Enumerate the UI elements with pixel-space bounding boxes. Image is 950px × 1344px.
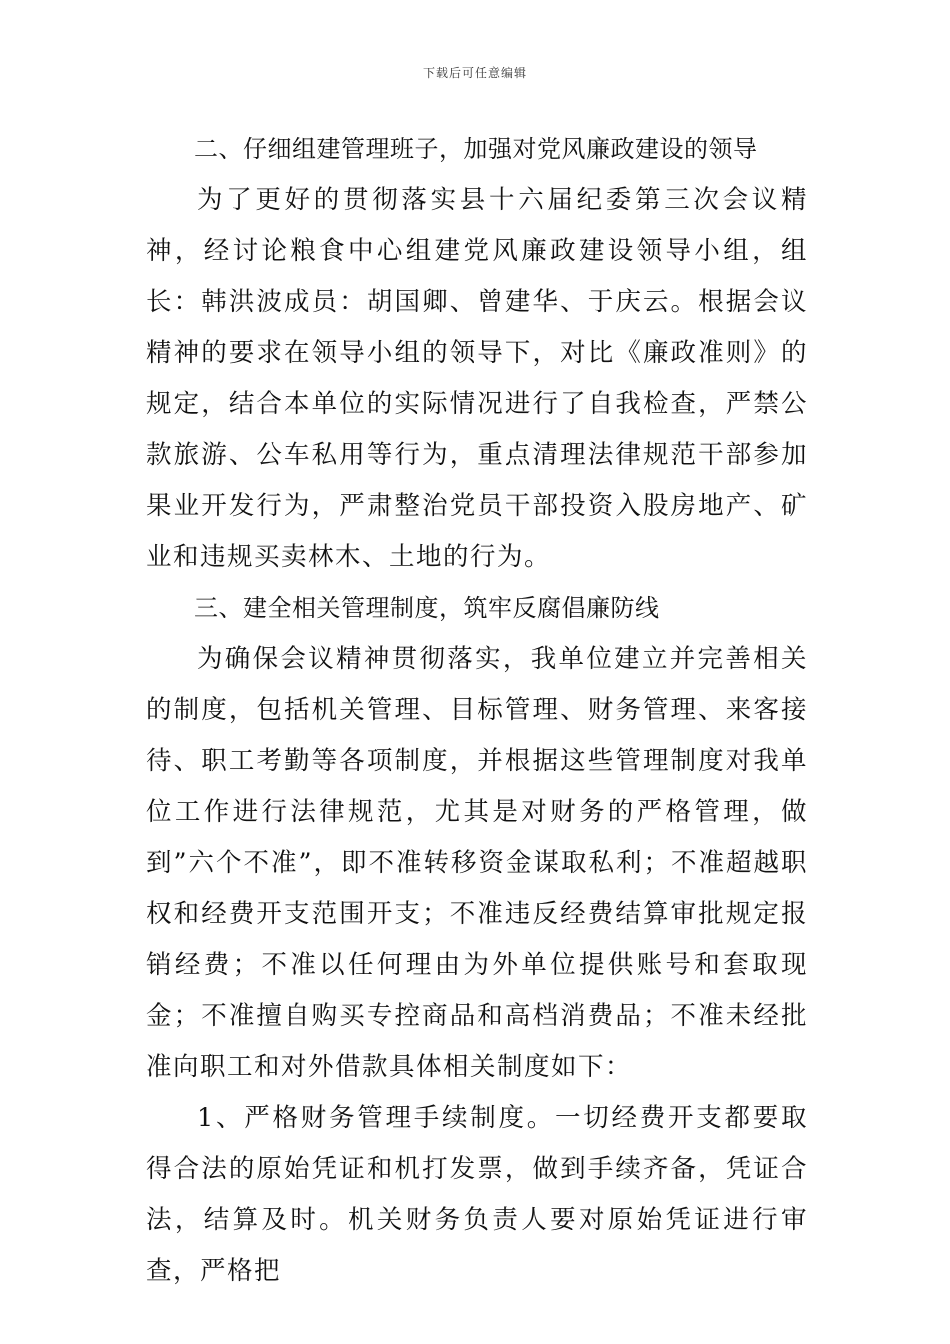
paragraph: 为了更好的贯彻落实县十六届纪委第三次会议精神，经讨论粮食中心组建党风廉政建设领导小组，组长：韩洪波成员：胡国卿、曾建华、于庆云。根据会议精神的要求在领导小组的领导下，对比《廉政准则》的规定，结合本单位的实际情况进行了自我检查，严禁公款旅游、公车私用等行为，重点清理法律规范干部参加果业开发行为，严肃整治党员干部投资入股房地产、矿业和违规买卖林木、土地的行为。 (146, 185, 808, 572)
document-body (146, 124, 808, 1297)
page-header: 下载后可任意编辑 (422, 66, 527, 80)
section-heading-2: 二、仔细组建管理班子，加强对党风廉政建设的领导 (194, 135, 758, 163)
section-heading-3: 三、建全相关管理制度，筑牢反腐倡廉防线 (194, 594, 660, 622)
paragraph: 为确保会议精神贯彻落实，我单位建立并完善相关的制度，包括机关管理、目标管理、财务管理、来客接待、职工考勤等各项制度，并根据这些管理制度对我单位工作进行法律规范，尤其是对财务的严格管理，做到”六个不准”，即不准转移资金谋取私利；不准超越职权和经费开支范围开支；不准违反经费结算审批规定报销经费；不准以任何理由为外单位提供账号和套取现金；不准擅自购买专控商品和高档消费品；不准未经批准向职工和对外借款具体相关制度如下： (146, 644, 808, 1082)
paragraph: 1、严格财务管理手续制度。一切经费开支都要取得合法的原始凭证和机打发票，做到手续齐备，凭证合法，结算及时。机关财务负责人要对原始凭证进行审查，严格把 (146, 1103, 808, 1286)
